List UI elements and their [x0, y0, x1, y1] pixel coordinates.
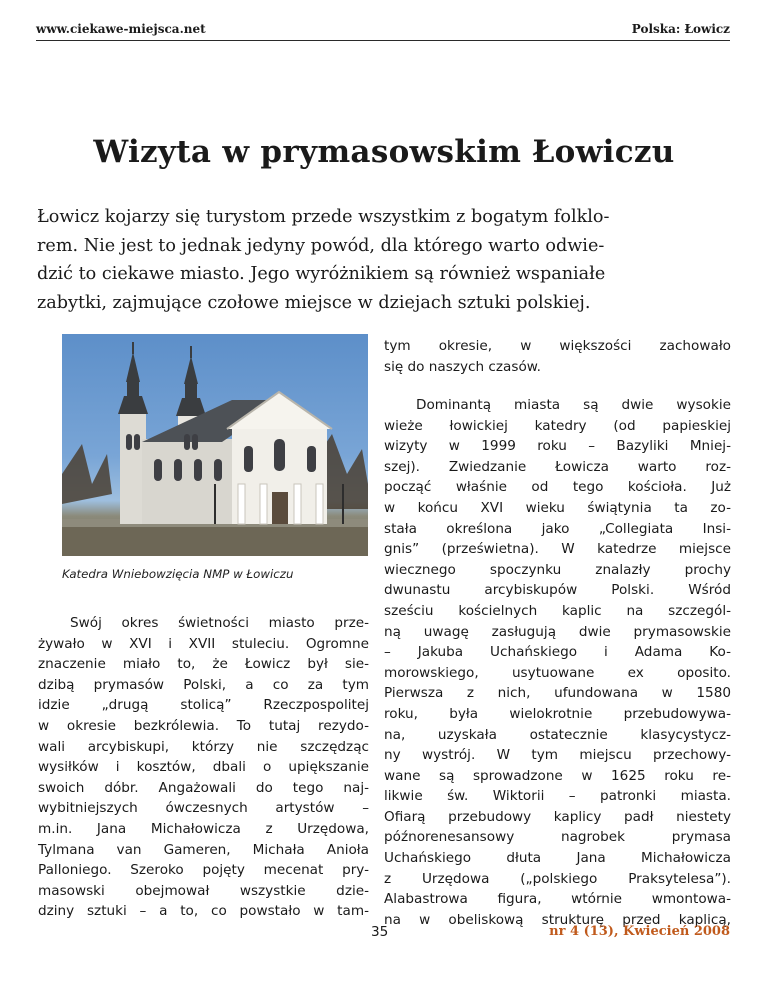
- text-line: wali arcybiskupi, którzy nie szczędząc: [38, 738, 369, 755]
- text-line: na w obeliskową strukturę przed kaplicą,: [384, 911, 731, 928]
- text-line: wizyty w 1999 roku – Bazyliki Mniej-: [384, 438, 731, 455]
- text-line: dwunastu arcybiskupów Polski. Wśród: [384, 582, 731, 599]
- text-line: Ofiarą przebudowy kaplicy padł niestety: [384, 808, 731, 825]
- text-line: [38, 613, 369, 634]
- text-line-content: Dominantą miasta są dwie wysokie: [416, 397, 731, 413]
- text-line: masowski obejmował wszystkie dzie-: [38, 882, 369, 899]
- running-header: [36, 18, 730, 41]
- text-line: z Urzędowa („polskiego Praksytelesa”).: [384, 870, 731, 887]
- text-line: dziny sztuki – a to, co powstało w tam-: [38, 903, 369, 920]
- text-line: likwie św. Wiktorii – patronki miasta.: [384, 788, 731, 805]
- lead-line: zabytki, zajmujące czołowe miejsce w dziejach sztuki polskiej.: [37, 292, 591, 313]
- text-line: Palloniego. Szeroko pojęty mecenat pry-: [38, 862, 369, 879]
- text-line: swoich dóbr. Angażowali do tego naj-: [38, 779, 369, 796]
- text-line: ny wystrój. W tym miejscu przechowy-: [384, 747, 731, 764]
- right-column-main: [384, 395, 731, 930]
- article-title: Wizyta w prymasowskim Łowiczu: [93, 134, 675, 170]
- text-line: Alabastrowa figura, wtórnie wmontowa-: [384, 891, 731, 908]
- text-line: sześciu kościelnych kaplic na szczegól-: [384, 602, 731, 619]
- text-line: roku, była wielokrotnie przebudowywa-: [384, 705, 731, 722]
- text-line: wane są sprowadzone w 1625 roku re-: [384, 767, 731, 784]
- photo-caption: Katedra Wniebowzięcia NMP w Łowiczu: [62, 567, 294, 581]
- issue-label: nr 4 (13), Kwiecień 2008: [549, 924, 730, 939]
- text-line: począć właśnie od tego kościoła. Już: [384, 479, 731, 496]
- text-line: wysiłków i kosztów, dbali o upiększanie: [38, 759, 369, 776]
- text-line: gnis” (prześwietna). W katedrze miejsce: [384, 541, 731, 558]
- text-line: – Jakuba Uchańskiego i Adama Ko-: [384, 644, 731, 661]
- text-line: znaczenie miało to, że Łowicz był sie-: [38, 656, 369, 673]
- text-line: idzie „drugą stolicą” Rzeczpospolitej: [38, 697, 369, 714]
- text-line: Tylmana van Gameren, Michała Anioła: [38, 841, 369, 858]
- text-line: szej). Zwiedzanie Łowicza warto roz-: [384, 458, 731, 475]
- right-column-intro: [384, 336, 731, 377]
- text-line: tym okresie, w większości zachowało: [384, 338, 731, 354]
- text-line: [384, 395, 731, 416]
- article-lead: [37, 203, 735, 317]
- text-line: morowskiego, usytuowane ex oposito.: [384, 664, 731, 681]
- text-line: w końcu XVI wieku świątynia ta zo-: [384, 499, 731, 516]
- text-line: Pierwsza z nich, ufundowana w 1580: [384, 685, 731, 702]
- lead-line: Łowicz kojarzy się turystom przede wszystkim z bogatym folklo-: [37, 207, 610, 227]
- text-line: żywało w XVI i XVII stuleciu. Ogromne: [38, 635, 369, 652]
- text-line: ną uwagę zasługują dwie prymasowskie: [384, 623, 731, 640]
- page-number: 35: [371, 924, 389, 940]
- text-line: wieże łowickiej katedry (od papieskiej: [384, 417, 731, 434]
- text-line: na, uzyskała ostatecznie klasycystycz-: [384, 726, 731, 743]
- site-url[interactable]: www.ciekawe-miejsca.net: [36, 22, 206, 36]
- cathedral-photo: [62, 334, 368, 556]
- text-line: wybitniejszych ówczesnych artystów –: [38, 800, 369, 817]
- text-line: późnorenesansowy nagrobek prymasa: [384, 829, 731, 846]
- left-column: [38, 613, 369, 922]
- text-line: stała określona jako „Collegiata Insi-: [384, 520, 731, 537]
- text-line: się do naszych czasów.: [384, 358, 541, 375]
- text-line: Uchańskiego dłuta Jana Michałowicza: [384, 850, 731, 867]
- text-line: wiecznego spoczynku znalazły prochy: [384, 561, 731, 578]
- text-line: dzibą prymasów Polski, a co za tym: [38, 676, 369, 693]
- text-line: m.in. Jana Michałowicza z Urzędowa,: [38, 820, 369, 837]
- text-line: w okresie bezkrólewia. To tutaj rezydo-: [38, 717, 369, 734]
- lead-line: rem. Nie jest to jednak jedyny powód, dla którego warto odwie-: [37, 235, 605, 256]
- section-label: Polska: Łowicz: [631, 22, 730, 36]
- text-line-content: Swój okres świetności miasto prze-: [70, 615, 369, 631]
- lead-line: dzić to ciekawe miasto. Jego wyróżnikiem są również wspaniałe: [37, 264, 606, 284]
